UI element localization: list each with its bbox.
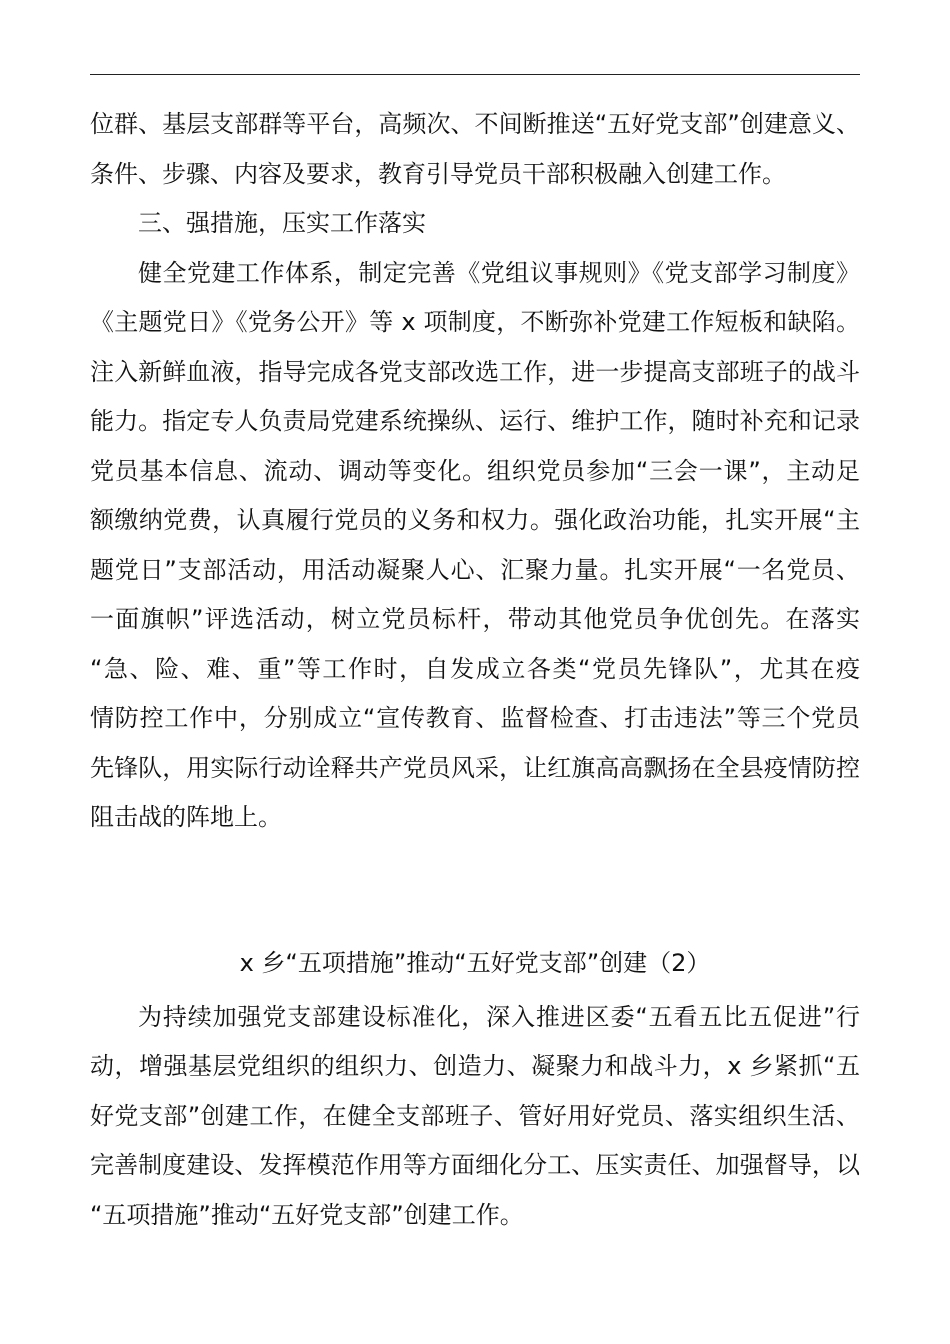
paragraph-line: 党员基本信息、流动、调动等变化。组织党员参加“三会一课”，主动足: [90, 456, 860, 485]
paragraph-line: 额缴纳党费，认真履行党员的义务和权力。强化政治功能，扎实开展“主: [90, 506, 860, 534]
paragraph-line: 位群、基层支部群等平台，高频次、不间断推送“五好党支部”创建意义、: [90, 110, 860, 138]
paragraph-line: 题党日”支部活动，用活动凝聚人心、汇聚力量。扎实开展“一名党员、: [90, 555, 860, 584]
paragraph-line: 情防控工作中，分别成立“宣传教育、监督检查、打击违法”等三个党员: [90, 704, 860, 732]
paragraph-line: “五项措施”推动“五好党支部”创建工作。: [90, 1200, 524, 1229]
spacer: [90, 843, 860, 941]
paragraph-line: 能力。指定专人负责局党建系统操纵、运行、维护工作，随时补充和记录: [90, 407, 860, 435]
document-body: [90, 100, 860, 1240]
paragraph-line: 先锋队，用实际行动诠释共产党员风采，让红旗高高飘扬在全县疫情防控: [90, 753, 860, 782]
paragraph-line: 为持续加强党支部建设标准化，深入推进区委“五看五比五促进”行: [138, 1002, 860, 1031]
paragraph-line: 阻击战的阵地上。: [90, 803, 282, 831]
paragraph-line: 一面旗帜”评选活动，树立党员标杆，带动其他党员争优创先。在落实: [90, 605, 860, 633]
paragraph-line: 《主题党日》《党务公开》等 x 项制度，不断弥补党建工作短板和缺陷。: [90, 308, 860, 336]
paragraph-line: 条件、步骤、内容及要求，教育引导党员干部积极融入创建工作。: [90, 159, 786, 188]
paragraph-line: 动，增强基层党组织的组织力、创造力、凝聚力和战斗力，x 乡紧抓“五: [90, 1052, 860, 1080]
paragraph-line: 好党支部”创建工作，在健全支部班子、管好用好党员、落实组织生活、: [90, 1101, 860, 1130]
paragraph-line: 完善制度建设、发挥模范作用等方面细化分工、压实责任、加强督导，以: [90, 1151, 860, 1179]
paragraph-line: 健全党建工作体系，制定完善《党组议事规则》《党支部学习制度》: [138, 258, 860, 287]
article-title: x 乡“五项措施”推动“五好党支部”创建（2）: [239, 948, 711, 977]
paragraph-line: 注入新鲜血液，指导完成各党支部改选工作，进一步提高支部班子的战斗: [90, 357, 860, 386]
header-rule: [90, 74, 860, 75]
paragraph-line: “急、险、难、重”等工作时，自发成立各类“党员先锋队”，尤其在疫: [90, 654, 860, 683]
section-heading: 三、强措施，压实工作落实: [138, 209, 426, 237]
